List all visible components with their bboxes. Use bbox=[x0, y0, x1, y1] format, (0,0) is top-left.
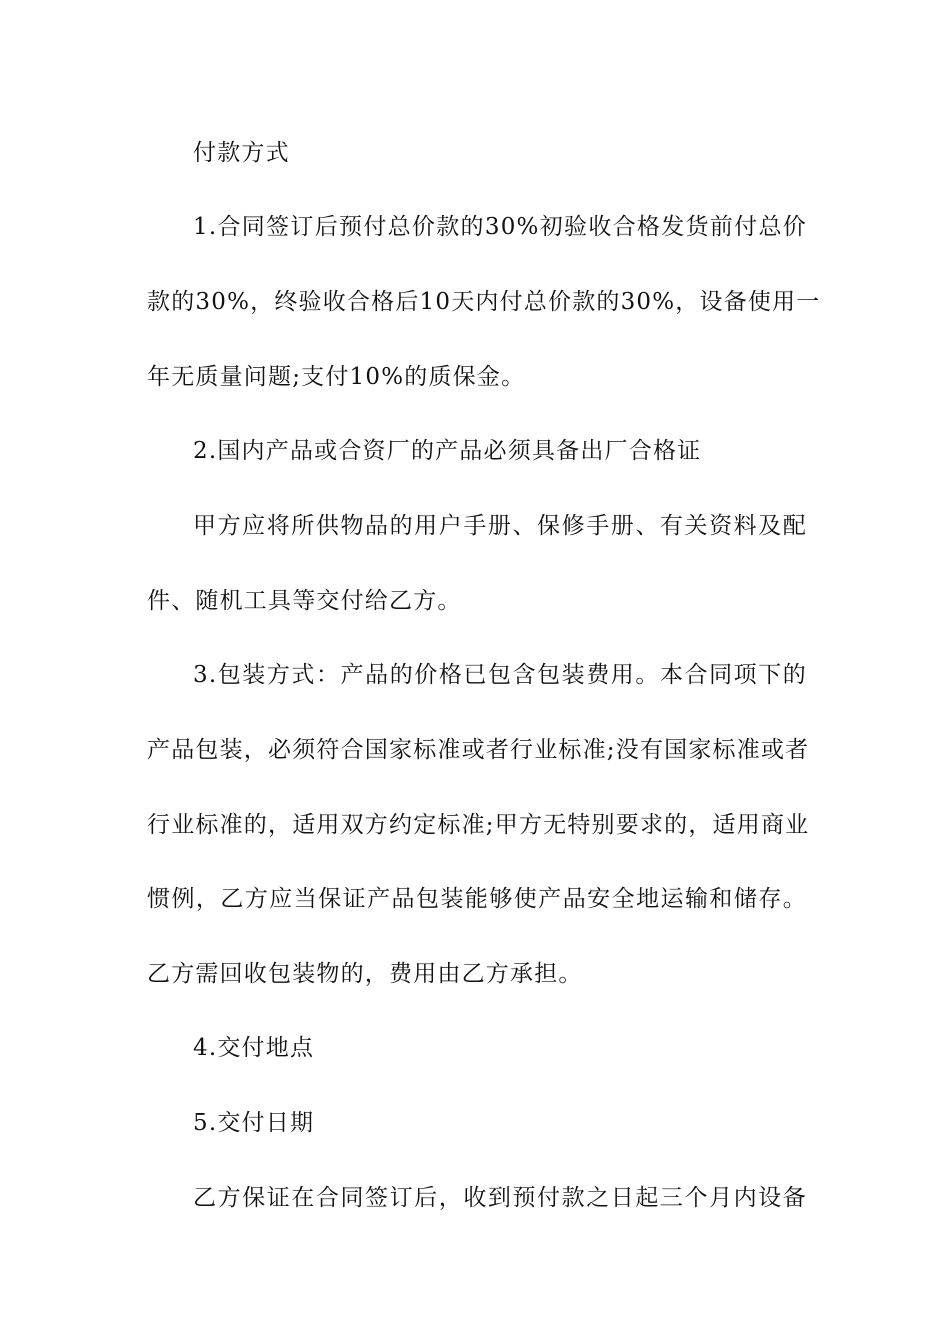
section-heading-payment: 付款方式 bbox=[193, 140, 290, 166]
paragraph-line: 年无质量问题;支付10%的质保金。 bbox=[147, 364, 526, 390]
paragraph-line: 3.包装方式：产品的价格已包含包装费用。本合同项下的 bbox=[193, 662, 807, 688]
paragraph-line: 乙方需回收包装物的，费用由乙方承担。 bbox=[147, 961, 583, 987]
paragraph-line: 惯例，乙方应当保证产品包装能够使产品安全地运输和储存。 bbox=[147, 886, 807, 912]
paragraph-line: 甲方应将所供物品的用户手册、保修手册、有关资料及配 bbox=[193, 513, 807, 539]
paragraph-line: 2.国内产品或合资厂的产品必须具备出厂合格证 bbox=[193, 438, 702, 464]
paragraph-line: 件、随机工具等交付给乙方。 bbox=[147, 588, 462, 614]
section-heading-delivery-location: 4.交付地点 bbox=[193, 1035, 315, 1061]
paragraph-line: 产品包装，必须符合国家标准或者行业标准;没有国家标准或者 bbox=[147, 737, 810, 763]
section-heading-delivery-date: 5.交付日期 bbox=[193, 1110, 315, 1136]
paragraph-line: 乙方保证在合同签订后，收到预付款之日起三个月内设备 bbox=[193, 1185, 807, 1211]
paragraph-line: 行业标准的，适用双方约定标准;甲方无特别要求的，适用商业 bbox=[147, 812, 810, 838]
paragraph-line: 1.合同签订后预付总价款的30%初验收合格发货前付总价 bbox=[193, 214, 807, 240]
paragraph-line: 款的30%，终验收合格后10天内付总价款的30%，设备使用一 bbox=[147, 289, 821, 315]
